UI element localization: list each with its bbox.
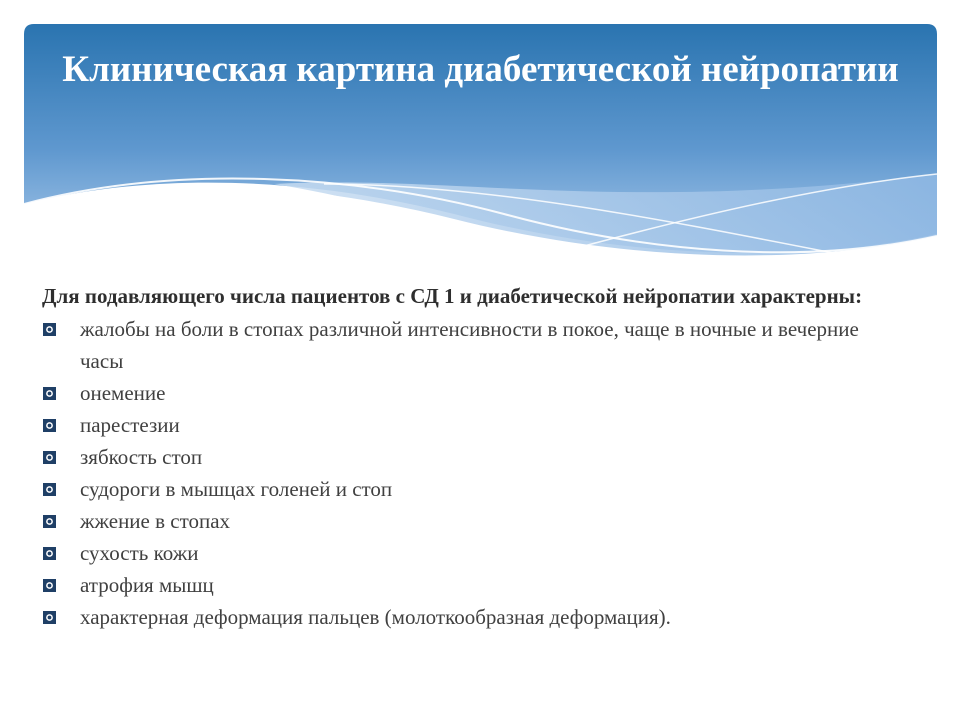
bullet-text: жалобы на боли в стопах различной интенсивности в покое, чаще в ночные и вечерние часы: [80, 317, 859, 373]
bullet-text: парестезии: [80, 413, 180, 437]
bullet-text: жжение в стопах: [80, 509, 231, 533]
bullet-text: характерная деформация пальцев (молоткообразная деформация).: [80, 605, 671, 629]
bullet-text: онемение: [80, 381, 166, 405]
intro-text: Для подавляющего числа пациентов с СД 1 и диабетической нейропатии характерны:: [42, 284, 863, 308]
circle-square-bullet-icon: [43, 579, 56, 592]
slide-content: [42, 280, 902, 633]
bullet-item: [42, 601, 902, 633]
bullet-text: зябкость стоп: [80, 445, 203, 469]
circle-square-bullet-icon: [43, 547, 56, 560]
circle-square-bullet-icon: [43, 611, 56, 624]
bullet-text: атрофия мышц: [80, 573, 214, 597]
bullet-item: [42, 473, 902, 505]
circle-square-bullet-icon: [43, 419, 56, 432]
circle-square-bullet-icon: [43, 451, 56, 464]
bullet-item: [42, 537, 902, 569]
circle-square-bullet-icon: [43, 515, 56, 528]
circle-square-bullet-icon: [43, 323, 56, 336]
circle-square-bullet-icon: [43, 387, 56, 400]
bullet-item: [42, 377, 902, 409]
bullet-item: [42, 505, 902, 537]
bullet-list: [42, 313, 902, 633]
bullet-item: [42, 313, 902, 377]
slide-title: Клиническая картина диабетической нейропатии: [62, 49, 899, 90]
bullet-item: [42, 569, 902, 601]
bullet-text: судороги в мышцах голеней и стоп: [80, 477, 393, 501]
bullet-item: [42, 409, 902, 441]
bullet-item: [42, 441, 902, 473]
circle-square-bullet-icon: [43, 483, 56, 496]
bullet-text: сухость кожи: [80, 541, 199, 565]
